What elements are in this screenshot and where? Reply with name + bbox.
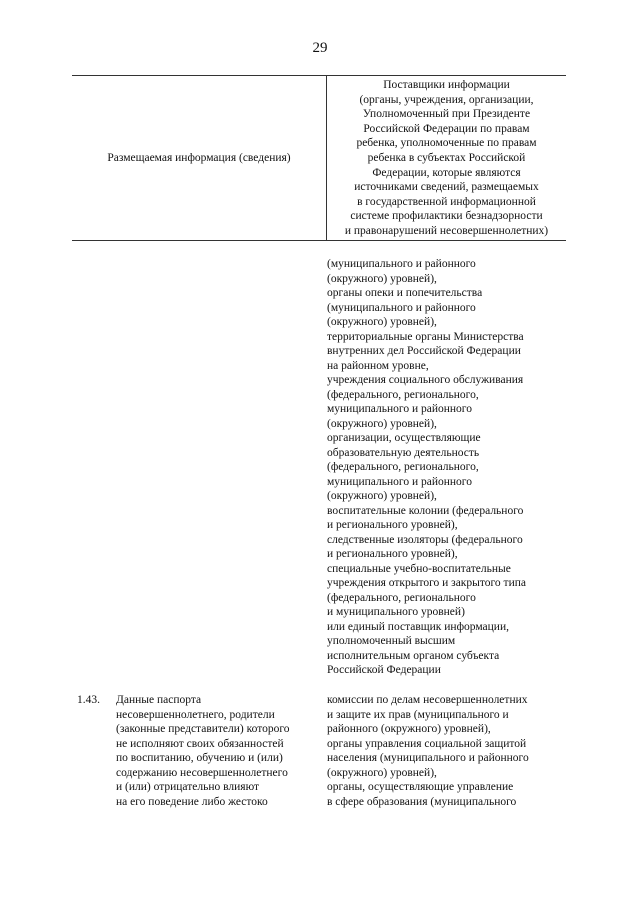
cell-line: внутренних дел Российской Федерации: [327, 345, 521, 357]
cell-line: районного (окружного) уровней),: [327, 723, 491, 735]
header-providers-line: источниками сведений, размещаемых: [354, 181, 539, 194]
cell-line: (муниципального и районного: [327, 301, 476, 314]
cell-line: территориальные органы Министерства: [327, 330, 524, 343]
cell-line: по воспитанию, обучению и (или): [116, 752, 283, 764]
cell-line: и муниципального уровней): [327, 606, 465, 618]
cell-line: (федерального, регионального: [327, 591, 476, 604]
cell-line: и регионального уровней),: [327, 548, 458, 560]
cell-line: несовершеннолетнего, родители: [116, 708, 275, 721]
cell-line: (окружного) уровней),: [327, 316, 437, 328]
header-providers-line: системе профилактики безнадзорности: [350, 210, 543, 223]
cell-line: и (или) отрицательно влияют: [116, 781, 260, 793]
cell-line: учреждения социального обслуживания: [327, 374, 524, 386]
header-providers-line: Поставщики информации: [383, 79, 510, 91]
row-number: 1.43.: [77, 694, 100, 706]
cell-line: комиссии по делам несовершеннолетних: [327, 694, 528, 706]
cell-line: муниципального и районного: [327, 403, 472, 415]
cell-line: содержанию несовершеннолетнего: [116, 766, 288, 779]
header-providers-line: в государственной информационной: [357, 195, 536, 208]
header-providers-line: Уполномоченный при Президенте: [362, 108, 531, 121]
cell-line: (окружного) уровней),: [327, 766, 437, 779]
cell-line: (окружного) уровней),: [327, 272, 437, 285]
cell-line: в сфере образования (муниципального: [327, 795, 517, 808]
cell-line: специальные учебно-воспитательные: [327, 562, 511, 575]
cell-line: органы управления социальной защитой: [327, 737, 527, 750]
cell-line: (окружного) уровней),: [327, 417, 437, 430]
cell-line: или единый поставщик информации,: [327, 620, 509, 633]
table-top-border: [72, 75, 566, 76]
cell-line: Данные паспорта: [116, 694, 202, 706]
cell-line: учреждения открытого и закрытого типа: [327, 577, 526, 589]
table-header-bottom-border: [72, 240, 566, 241]
cell-line: следственные изоляторы (федерального: [327, 533, 523, 546]
row-providers-cell: [327, 693, 577, 809]
cell-line: уполномоченный высшим: [327, 635, 456, 647]
cell-line: исполнительным органом субъекта: [327, 649, 500, 662]
cell-line: и защите их прав (муниципального и: [327, 708, 509, 721]
cell-line: органы, осуществляющие управление: [327, 781, 514, 793]
header-providers-line: (органы, учреждения, организации,: [359, 93, 534, 106]
cell-line: организации, осуществляющие: [327, 432, 481, 444]
cell-line: на районном уровне,: [327, 359, 429, 372]
header-info-column: Размещаемая информация (сведения): [107, 152, 291, 164]
header-providers-column: [327, 78, 566, 239]
cell-line: (федерального, регионального,: [327, 388, 479, 401]
cell-line: (законные представители) которого: [116, 723, 290, 735]
cell-line: образовательную деятельность: [327, 446, 480, 459]
cell-line: и регионального уровней),: [327, 519, 458, 531]
continued-providers-cell: [327, 257, 577, 678]
header-providers-line: Российской Федерации по правам: [363, 122, 530, 135]
cell-line: (муниципального и районного: [327, 258, 476, 270]
cell-line: на его поведение либо жестоко: [116, 795, 268, 808]
header-providers-line: Федерации, которые являются: [372, 166, 521, 179]
cell-line: муниципального и районного: [327, 475, 472, 488]
cell-line: (федерального, регионального,: [327, 461, 479, 473]
cell-line: органы опеки и попечительства: [327, 287, 483, 299]
cell-line: Российской Федерации: [327, 664, 441, 676]
cell-line: населения (муниципального и районного: [327, 752, 529, 764]
header-providers-line: ребенка в субъектах Российской: [367, 151, 526, 164]
cell-line: не исполняют своих обязанностей: [116, 737, 284, 750]
cell-line: (окружного) уровней),: [327, 490, 437, 502]
header-providers-line: ребенка, уполномоченные по правам: [356, 137, 537, 150]
page-number: 29: [312, 40, 328, 56]
header-providers-line: и правонарушений несовершеннолетних): [344, 224, 549, 237]
cell-line: воспитательные колонии (федерального: [327, 504, 524, 517]
row-info-cell: [116, 693, 321, 809]
